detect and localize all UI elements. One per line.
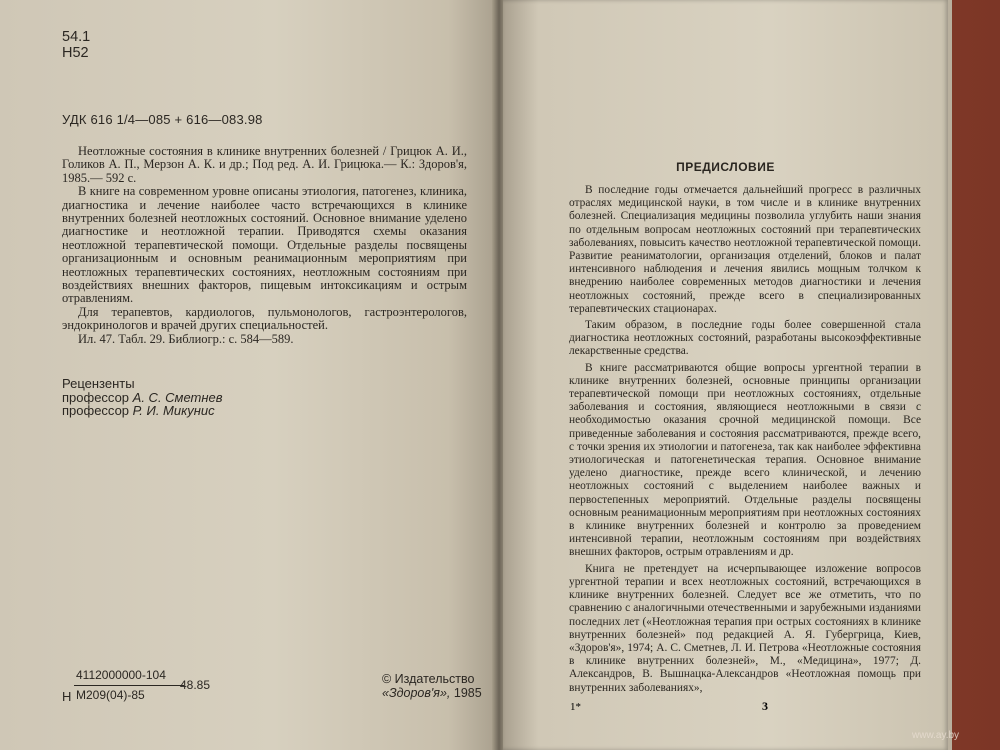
index-numerator: 4112000000-104 xyxy=(76,668,166,682)
page-number: 3 xyxy=(762,699,768,713)
preface-paragraph-3: В книге рассматриваются общие вопросы ургентной терапии в клинике внутренних болезней, основные принципы организации терапевтической помощи при неотложных состояниях, отдельные заболевания и состояния, являющиеся неотложными в связи с необходимостью оказания срочной медицинской помощи. Все приведенные заболевания и состояния рассматриваются, прежде всего, с точки зрения их этиологии и патогенеза, так как наиболее эффективна этиологическая и патогенетическая терапия. Основное внимание уделено диагностике, прежде всего клинической, и лечению неотложных состояний с выделением наиболее важных и первостепенных мероприятий. Отдельные разделы посвящены основным реанимационным мероприятиям при неотложных состояниях в клинике внутренних болезней и контролю за проведением интенсивной терапии, неотложным состояниям при воздействиях внешних факторов, острым отравлениям и др. xyxy=(569,361,921,559)
left-page xyxy=(0,0,498,750)
publisher-imprint xyxy=(382,672,482,700)
preface-paragraph-2: Таким образом, в последние годы более совершенной стала диагностика неотложных состояний, разработаны высокоэффективные лекарственные средства. xyxy=(569,319,921,358)
reviewer-1 xyxy=(62,391,223,405)
fraction-bar xyxy=(74,685,184,686)
reviewer-name: А. С. Сметнев xyxy=(132,389,223,405)
preface-paragraph-1: В последние годы отмечается дальнейший прогресс в различных отраслях медицинской науки, в том числе и в клинике внутренних болезней. Специализация медицины позволила углубить наши знания по отдельным вопросам неотложных состояний при терапевтических заболеваниях, повысить качество неотложной терапевтической помощи. Развитие реаниматологии, организация отделений, блоков и палат интенсивного наблюдения и лечения явились мощным толчком к внедрению наиболее современных методов диагностики и лечения неотложных состояний, прежде всего в специализированных терапевтических стационарах. xyxy=(569,184,921,315)
bib-audience: Для терапевтов, кардиологов, пульмонологов, гастроэнтерологов, эндокринологов и врачей других специальностей. xyxy=(62,304,467,333)
index-letter: Н xyxy=(62,689,72,704)
preface-paragraph-4: Книга не претендует на исчерпывающее изложение вопросов ургентной терапии и всех неотложных состояний, встречающихся в клинике внутренних болезней. Следует все же отметить, что по сравнению с аналогичными отечественными и зарубежными изданиями последних лет («Неотложная терапия при острых состояниях в клинике внутренних болезней» под редакцией А. Я. Губергрица, Киев, «Здоров'я», 1974; А. С. Сметнев, Л. И. Петрова «Неотложные состояния в клинике внутренних болезней», М., «Медицина», 1977; Д. Александров, В. Вышнацка-Александров «Неотложная помощь при внутренних заболеваниях», xyxy=(569,562,921,694)
index-denominator: М209(04)-85 xyxy=(76,688,145,702)
reviewer-role: профессор xyxy=(62,403,130,418)
reviewers-title: Рецензенты xyxy=(62,376,135,391)
reviewer-2 xyxy=(62,404,223,418)
udc-code: УДК 616 1/4—085 + 616—083.98 xyxy=(62,112,263,127)
bib-annotation: В книге на современном уровне описаны этиология, патогенез, клиника, диагностика и лечение наиболее часто встречающихся в клинике внутренних болезней неотложных состояний. Основное внимание уделено диагностике и неотложной терапии. Приводятся схемы оказания неотложной терапевтической помощи. Отдельные разделы посвящены организационным и основным реанимационным мероприятиям при неотложных терапевтических состояниях, неотложным состояниям при воздействиях внешних факторов, пищевым интоксикациям и острым отравлениям. xyxy=(62,184,467,306)
bib-illustrations: Ил. 47. Табл. 29. Библиогр.: с. 584—589. xyxy=(78,331,294,346)
signature-mark: 1* xyxy=(570,701,581,713)
bibliographic-record xyxy=(62,145,467,346)
shelf-code-2: Н52 xyxy=(62,45,89,61)
bib-citation: Неотложные состояния в клинике внутренних болезней / Грицюк А. И., Голиков А. П., Мерзон А. К. и др.; Под ред. А. И. Грицюка.— К.: Здоров'я, 1985.— 592 с. xyxy=(62,144,467,185)
imprint-publisher: «Здоров'я», xyxy=(382,686,451,700)
page-heading: ПРЕДИСЛОВИЕ xyxy=(676,160,775,174)
preface-text xyxy=(569,184,921,698)
imprint-line-2 xyxy=(382,686,482,700)
reviewers-block xyxy=(62,377,223,418)
reviewer-name: Р. И. Микунис xyxy=(132,403,215,418)
imprint-year: 1985 xyxy=(453,686,482,700)
reviewer-role: профессор xyxy=(62,389,130,405)
site-watermark: www.ay.by xyxy=(912,730,960,741)
page-edge xyxy=(948,0,952,750)
right-page xyxy=(503,0,948,750)
index-price: 48.85 xyxy=(180,678,211,692)
shelf-code-1: 54.1 xyxy=(62,29,91,45)
imprint-line: © Издательство xyxy=(382,672,475,686)
